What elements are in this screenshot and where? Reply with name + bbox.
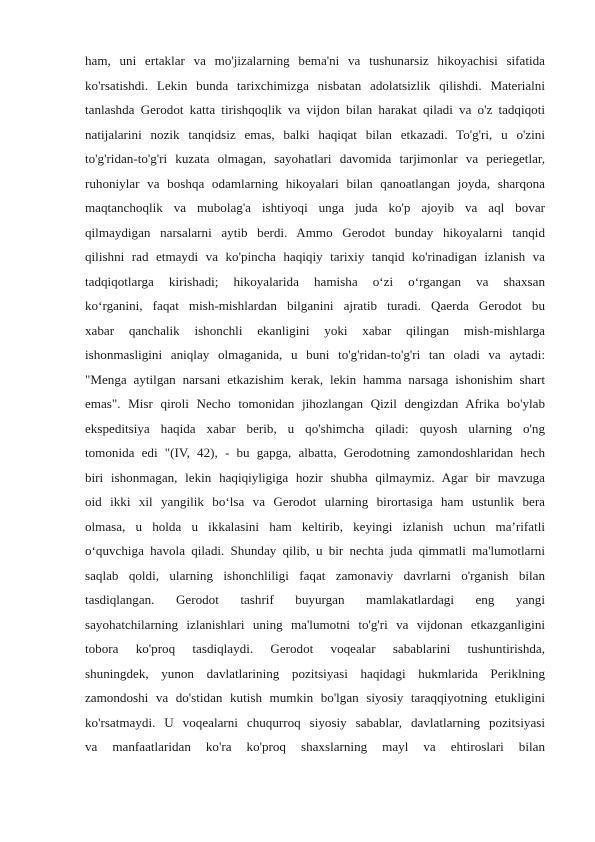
text-line: o‘quvchiga havola qiladi. Shunday qilib, u bir nechta juda qimmatli ma'lumotlarni (85, 543, 545, 558)
text-line: zamondoshi va do'stidan kutish mumkin bo'lgan siyosiy taraqqiyotning etukligini (85, 690, 545, 705)
text-line: sayohatchilarning izlanishlari uning ma'lumotni to'g'ri va vijdonan etkazganligini (85, 616, 545, 632)
text-line: tobora ko'proq tasdiqlaydi. Gerodot voqealar sabablarini tushuntirishda, (85, 641, 545, 656)
text-line: ruhoniylar va boshqa odamlarning hikoyalari bilan qanoatlangan joyda, sharqona (85, 175, 545, 191)
text-line: maqtanchoqlik va mubolag'a ishtiyoqi unga juda ko'p ajoyib va aql bovar (85, 200, 545, 215)
text-line: ko'rsatmaydi. U voqealarni chuqurroq siyosiy sabablar, davlatlarning pozitsiyasi (85, 714, 545, 730)
text-line: natijalarini nozik tanqidsiz emas, balki haqiqat bilan etkazadi. To'g'ri, u o'zini (85, 126, 545, 142)
text-line: qilmaydigan narsalarni aytib berdi. Ammo Gerodot bunday hikoyalarni tanqid (85, 224, 545, 240)
text-line: qilishni rad etmaydi va ko'pincha haqiqiy tarixiy tanqid ko'rinadigan izlanish va (85, 249, 545, 264)
text-line: tanlashda Gerodot katta tirishqoqlik va vijdon bilan harakat qiladi va o'z tadqiqoti (85, 102, 545, 117)
text-line: ko'rsatishdi. Lekin bunda tarixchimizga nisbatan adolatsizlik qilishdi. Materialni (85, 77, 545, 93)
text-line: shuningdek, yunon davlatlarining pozitsiyasi haqidagi hukmlarida Periklning (85, 665, 545, 681)
text-line: olmasa, u holda u ikkalasini ham keltirib, keyingi izlanish uchun ma’rifatli (85, 518, 545, 534)
text-line: xabar qanchalik ishonchli ekanligini yoki xabar qilingan mish-mishlarga (85, 322, 545, 338)
text-line: biri ishonmagan, lekin haqiqiyligiga hozir shubha qilmaymiz. Agar bir mavzuga (85, 469, 545, 485)
text-line: oid ikki xil yangilik bo‘lsa va Gerodot ularning birortasiga ham ustunlik bera (85, 494, 545, 509)
text-line: va manfaatlaridan ko'ra ko'proq shaxslarning mayl va ehtiroslari bilan (85, 739, 545, 754)
text-line: ishonmasligini aniqlay olmaganida, u buni to'g'ridan-to'g'ri tan oladi va aytadi: (85, 347, 545, 362)
text-line: emas". Misr qiroli Necho tomonidan jihozlangan Qizil dengizdan Afrika bo'ylab (85, 396, 545, 411)
text-line: ko‘rganini, faqat mish-mishlardan bilganini ajratib turadi. Qaerda Gerodot bu (85, 298, 545, 313)
text-line: "Menga aytilgan narsani etkazishim kerak, lekin hamma narsaga ishonishim shart (85, 371, 545, 387)
text-line: tomonida edi "(IV, 42), - bu gapga, albatta, Gerodotning zamondoshlaridan hech (85, 445, 545, 460)
text-line: tasdiqlangan. Gerodot tashrif buyurgan mamlakatlardagi eng yangi (85, 592, 545, 607)
text-line: tadqiqotlarga kirishadi; hikoyalarida hamisha o‘zi o‘rgangan va shaxsan (85, 273, 545, 289)
body-paragraph (85, 49, 545, 760)
text-line: saqlab qoldi, ularning ishonchliligi faqat zamonaviy davrlarni o'rganish bilan (85, 567, 545, 583)
text-line: ekspeditsiya haqida xabar berib, u qo'shimcha qiladi: quyosh ularning o'ng (85, 420, 545, 436)
text-line: to'g'ridan-to'g'ri kuzata olmagan, sayohatlari davomida tarjimonlar va periegetlar, (85, 151, 545, 166)
text-line: ham, uni ertaklar va mo'jizalarning bema'ni va tushunarsiz hikoyachisi sifatida (85, 53, 545, 68)
